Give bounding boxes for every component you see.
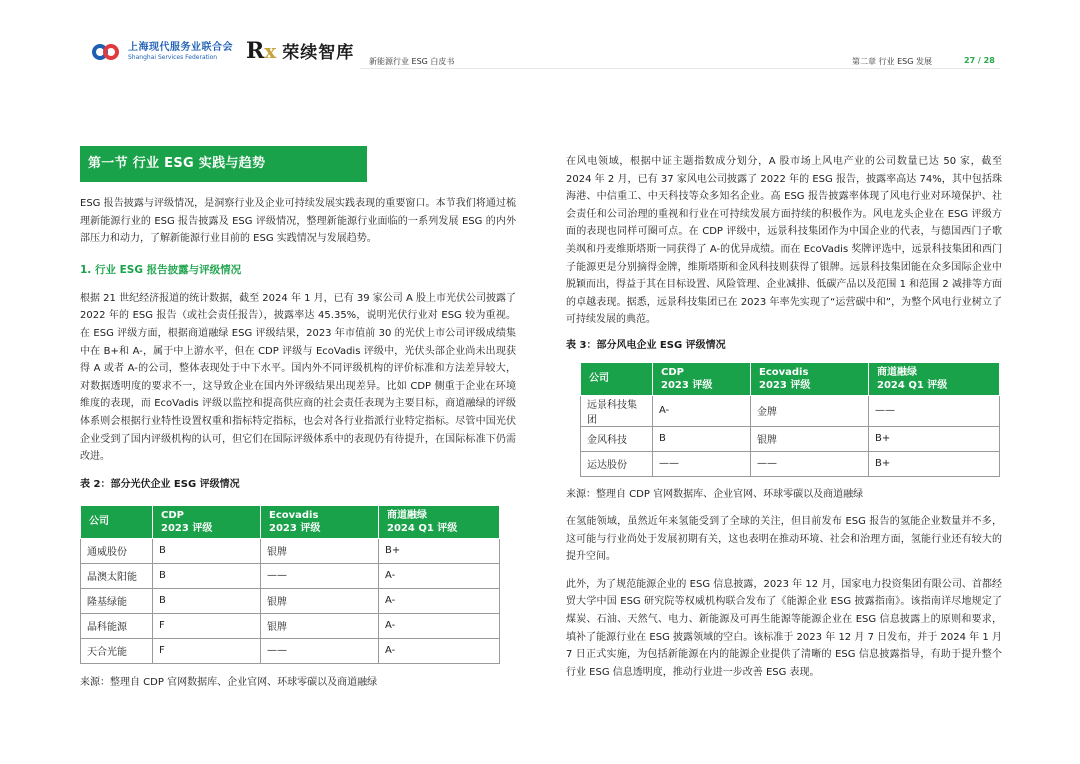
ssf-logo-en: Shanghai Services Federation <box>128 54 218 61</box>
col-header-syntao: 商道融绿 2024 Q1 评级 <box>379 505 500 538</box>
chapter-title: 第二章 行业 ESG 发展 <box>852 57 932 66</box>
ssf-logo <box>92 40 233 64</box>
wind-paragraph: 在风电领域，根据中证主题指数成分划分，A 股市场上风电产业的公司数量已达 50 家，截至 2024 年 2 月，已有 37 家风电公司披露了 2022 年的 ESG 报告，披露率高达 74%，其中包括珠海港、中信重工、中天科技等众多知名企业。高 ESG 报告披露率体现了风电行业对环境保护、社会责任和公司治理的重视和行业在可持续发展方面持续的积极作为。风电龙头企业在 ESG 评级方面的表现也同样可圈可点。在 CDP 评级中，远景科技集团作为中国企业的代表，与德国西门子歌美飒和丹麦维斯塔斯一同获得了 A-的优异成绩。而在 EcoVadis 奖牌评选中，远景科技集团和西门子能源更是分别摘得金牌，维斯塔斯和金风科技则获得了银牌。远景科技集团能在众多国际企业中脱颖而出，得益于其在目标设置、风险管理、企业减排、低碳产品以及范围 1 和范围 2 减排等方面的卓越表现。据悉，远景科技集团已在 2023 年率先实现了“运营碳中和”，为整个风电行业树立了可持续发展的典范。 <box>566 156 1002 326</box>
pv-rating-table <box>80 505 500 664</box>
table2-source: 来源：整理自 CDP 官网数据库、企业官网、环球零碳以及商道融绿 <box>80 676 378 688</box>
table-header-row <box>581 362 1000 395</box>
table-row: 通威股份 B 银牌 B+ <box>81 538 500 563</box>
section-title: 第一节 行业 ESG 实践与趋势 <box>80 146 367 182</box>
table-row: 金风科技 B 银牌 B+ <box>581 426 1000 451</box>
col-header-cdp: CDP 2023 评级 <box>653 362 751 395</box>
table2-caption: 表 2：部分光伏企业 ESG 评级情况 <box>80 478 240 490</box>
table-row: 晶澳太阳能 B —— A- <box>81 563 500 588</box>
col-header-company: 公司 <box>581 362 653 395</box>
table-row: 天合光能 F —— A- <box>81 638 500 663</box>
rongxu-logo-text: 荣续智库 <box>282 43 355 63</box>
intro-paragraph: ESG 报告披露与评级情况，是洞察行业及企业可持续发展实践表现的重要窗口。本节我们将通过梳理新能源行业的 ESG 报告披露及 ESG 评级情况，整理新能源行业面临的一系列发展 ESG 的内外部压力和动力，了解新能源行业目前的 ESG 实践情况与发展趋势。 <box>80 198 516 245</box>
table-row: 远景科技集团 A- 金牌 —— <box>581 395 1000 426</box>
pv-paragraph: 根据 21 世纪经济报道的统计数据，截至 2024 年 1 月，已有 39 家公司 A 股上市光伏公司披露了 2022 年的 ESG 报告（或社会责任报告），披露率达 45.35%，说明光伏行业对 ESG 较为重视。在 ESG 评级方面，根据商道融绿 ESG 评级结果，2023 年市值前 30 的光伏上市公司评级成绩集中在 B+和 A-，属于中上游水平，但在 CDP 评级与 EcoVadis 评级中，光伏头部企业尚未出现获得 A 或者 A-的公司，整体表现处于中下水平。国内外不同评级机构的评价标准和方法差异较大，对数据透明度的要求不一，这导致企业在国内外评级结果出现差异。比如 CDP 侧重于企业在环境维度的表现，而 EcoVadis 评级以监控和提高供应商的社会责任表现为主要目标，商道融绿的评级体系则会根据行业特性设置权重和指标特定指标，也会对各行业指派行业特定指标。尽管中国光伏企业受到了国内评级机构的认可，但它们在国际评级体系中的表现仍有待提升，在国际标准下仍需改进。 <box>80 292 516 463</box>
disclosure-guide-paragraph: 此外，为了规范能源企业的 ESG 信息披露，2023 年 12 月，国家电力投资集团有限公司、首都经贸大学中国 ESG 研究院等权威机构联合发布了《能源企业 ESG 披露指南》。该指南详尽地规定了煤炭、石油、天然气、电力、新能源及可再生能源等能源企业在 ESG 信息披露上的原则和要求，填补了能源行业在 ESG 披露领域的空白。该标准于 2023 年 12 月 7 日发布，并于 2024 年 1 月 7 日正式实施，为包括新能源在内的能源企业提供了清晰的 ESG 信息披露指导，有助于提升整个行业 ESG 信息透明度，推动行业进一步改善 ESG 表现。 <box>566 578 1002 678</box>
col-header-cdp: CDP 2023 评级 <box>153 505 261 538</box>
ssf-logo-icon <box>92 40 122 64</box>
table3-source: 来源：整理自 CDP 官网数据库、企业官网、环球零碳以及商道融绿 <box>566 488 864 500</box>
document-title: 新能源行业 ESG 白皮书 <box>369 57 455 66</box>
header-divider <box>360 68 1000 69</box>
rongxu-logo-icon: Rx <box>246 37 277 64</box>
table-row: 运达股份 —— —— B+ <box>581 451 1000 476</box>
ssf-logo-cn: 上海现代服务业联合会 <box>128 42 233 53</box>
hydrogen-paragraph: 在氢能领域，虽然近年来氢能受到了全球的关注，但目前发布 ESG 报告的氢能企业数量并不多，这可能与行业尚处于发展初期有关，这也表明在推动环境、社会和治理方面，氢能行业还有较大的提升空间。 <box>566 515 1002 563</box>
col-header-company: 公司 <box>81 505 153 538</box>
rongxu-logo <box>246 38 354 63</box>
wind-rating-table <box>580 362 1000 477</box>
page-header <box>0 0 1080 80</box>
left-column <box>80 146 516 691</box>
table-row: 晶科能源 F 银牌 A- <box>81 613 500 638</box>
col-header-syntao: 商道融绿 2024 Q1 评级 <box>869 362 1000 395</box>
col-header-ecovadis: Ecovadis 2023 评级 <box>261 505 379 538</box>
table-header-row <box>81 505 500 538</box>
col-header-ecovadis: Ecovadis 2023 评级 <box>751 362 869 395</box>
right-column <box>566 153 1002 681</box>
subsection-heading: 1. 行业 ESG 报告披露与评级情况 <box>80 263 242 276</box>
page-number: 27 / 28 <box>964 56 995 65</box>
table-row: 隆基绿能 B 银牌 A- <box>81 588 500 613</box>
table3-caption: 表 3：部分风电企业 ESG 评级情况 <box>566 339 726 351</box>
